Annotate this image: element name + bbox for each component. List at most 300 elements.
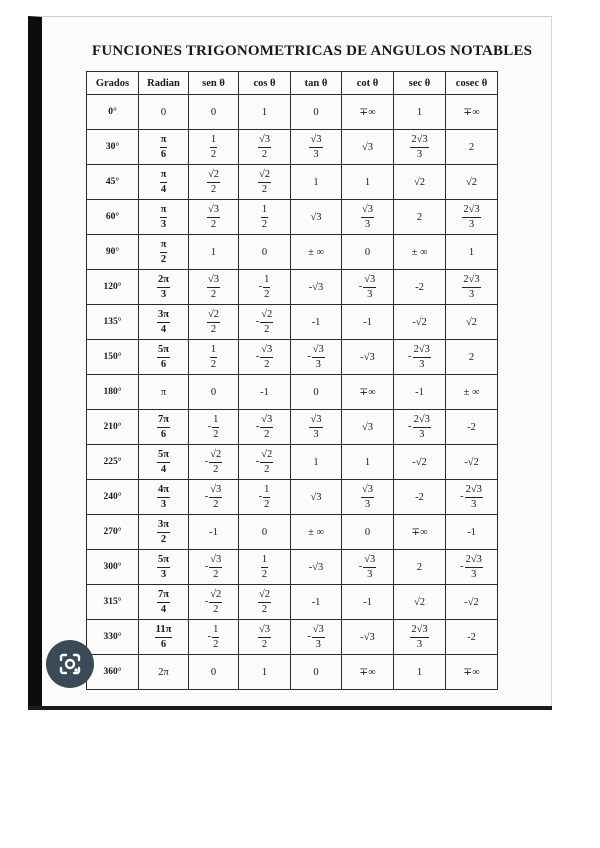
numerator: √2 [258, 169, 271, 183]
value-cell [189, 585, 239, 620]
value-cell: 0 [342, 515, 394, 550]
table-row [87, 95, 498, 130]
sign-text: - [255, 456, 260, 468]
value-cell: √3 [291, 200, 342, 235]
value-cell: -√2 [446, 445, 498, 480]
value-cell [394, 130, 446, 165]
numerator: 5π [157, 344, 170, 358]
column-header: cos θ [239, 72, 291, 95]
value-cell [446, 200, 498, 235]
denominator: 2 [213, 603, 219, 615]
degree-cell: 270° [87, 515, 139, 550]
denominator: 3 [160, 218, 167, 230]
value-cell: -1 [342, 585, 394, 620]
value-cell [189, 480, 239, 515]
value-cell: -√3 [342, 620, 394, 655]
denominator: 6 [160, 428, 167, 440]
value-cell: ± ∞ [291, 515, 342, 550]
fraction [207, 204, 220, 230]
value-cell [189, 165, 239, 200]
value-cell [239, 270, 291, 305]
numerator: 5π [157, 449, 170, 463]
value-cell: ± ∞ [446, 375, 498, 410]
sign-text: - [255, 421, 260, 433]
value-cell [394, 620, 446, 655]
numerator: 3π [157, 309, 170, 323]
fraction [413, 344, 431, 370]
numerator: √3 [207, 274, 220, 288]
denominator: 2 [261, 218, 268, 230]
value-cell [239, 130, 291, 165]
value-cell: 0 [291, 375, 342, 410]
sign-text: - [204, 561, 209, 573]
numerator: √3 [363, 274, 376, 288]
value-cell [239, 480, 291, 515]
fraction [363, 274, 376, 300]
numerator: 2√3 [465, 484, 483, 498]
fraction [210, 134, 217, 160]
value-cell [291, 620, 342, 655]
denominator: 3 [471, 498, 477, 510]
numerator: 2π [157, 274, 170, 288]
numerator: 1 [261, 554, 268, 568]
google-lens-camera-icon [57, 651, 83, 677]
denominator: 2 [213, 568, 219, 580]
numerator: √3 [361, 204, 374, 218]
value-cell: -1 [446, 515, 498, 550]
radian-cell [139, 585, 189, 620]
fraction [157, 484, 170, 510]
denominator: 2 [264, 358, 270, 370]
radian-cell [139, 410, 189, 445]
fraction [410, 624, 428, 650]
value-cell [239, 305, 291, 340]
table-body [87, 95, 498, 690]
denominator: 2 [210, 323, 217, 335]
fraction [160, 204, 168, 230]
degree-cell: 150° [87, 340, 139, 375]
fraction [309, 414, 322, 440]
value-cell: -√2 [394, 445, 446, 480]
numerator: √3 [361, 484, 374, 498]
value-cell: 0 [291, 655, 342, 690]
fraction [160, 134, 168, 160]
denominator: 4 [160, 183, 167, 195]
sign-text: - [358, 281, 363, 293]
numerator: √3 [209, 554, 222, 568]
radian-cell [139, 165, 189, 200]
fraction [207, 169, 220, 195]
sign-text: - [460, 491, 464, 503]
value-cell [239, 410, 291, 445]
value-cell: 1 [291, 445, 342, 480]
numerator: 4π [157, 484, 170, 498]
value-cell: 2 [446, 340, 498, 375]
degree-cell: 0° [87, 95, 139, 130]
numerator: 7π [157, 589, 170, 603]
fraction [209, 484, 222, 510]
sign-text: - [207, 631, 212, 643]
denominator: 3 [416, 148, 423, 160]
value-cell: 0 [239, 515, 291, 550]
denominator: 2 [213, 638, 219, 650]
numerator: √2 [207, 169, 220, 183]
fraction [462, 204, 480, 230]
value-cell: 0 [342, 235, 394, 270]
value-cell: -1 [342, 305, 394, 340]
denominator: 2 [210, 358, 217, 370]
degree-cell: 90° [87, 235, 139, 270]
fraction [361, 484, 374, 510]
value-cell: 1 [446, 235, 498, 270]
denominator: 2 [210, 148, 217, 160]
value-cell [189, 305, 239, 340]
column-header: cot θ [342, 72, 394, 95]
value-cell: √2 [394, 165, 446, 200]
numerator: √3 [312, 624, 325, 638]
value-cell: -1 [239, 375, 291, 410]
fraction [157, 344, 170, 370]
table-header-row [87, 72, 498, 95]
numerator: π [160, 204, 168, 218]
value-cell [239, 165, 291, 200]
denominator: 2 [264, 288, 270, 300]
table-row [87, 410, 498, 445]
value-cell: √2 [394, 585, 446, 620]
column-header: Radian [139, 72, 189, 95]
table-row [87, 235, 498, 270]
numerator: √3 [363, 554, 376, 568]
denominator: 3 [364, 498, 371, 510]
value-cell: ∓∞ [342, 655, 394, 690]
denominator: 4 [160, 463, 167, 475]
value-cell: 1 [342, 445, 394, 480]
value-cell: √3 [291, 480, 342, 515]
denominator: 4 [160, 603, 167, 615]
denominator: 3 [468, 288, 475, 300]
sign-text: - [358, 561, 363, 573]
value-cell: 1 [342, 165, 394, 200]
degree-cell: 360° [87, 655, 139, 690]
degree-cell: 240° [87, 480, 139, 515]
fraction [157, 519, 170, 545]
numerator: 1 [263, 484, 270, 498]
fraction [209, 589, 222, 615]
numerator: 1 [210, 134, 217, 148]
value-cell [189, 620, 239, 655]
numerator: √3 [312, 344, 325, 358]
fraction [258, 589, 271, 615]
denominator: 3 [471, 568, 477, 580]
degree-cell: 330° [87, 620, 139, 655]
fraction [361, 204, 374, 230]
fraction [157, 414, 170, 440]
fraction [212, 624, 219, 650]
denominator: 3 [313, 428, 319, 440]
value-cell: ± ∞ [291, 235, 342, 270]
numerator: √2 [258, 589, 271, 603]
column-header: tan θ [291, 72, 342, 95]
fraction [465, 554, 483, 580]
denominator: 2 [264, 463, 270, 475]
denominator: 2 [261, 603, 268, 615]
numerator: π [160, 239, 168, 253]
sign-text: - [258, 281, 263, 293]
denominator: 3 [160, 288, 167, 300]
value-cell [446, 550, 498, 585]
denominator: 6 [160, 638, 167, 650]
value-cell: -2 [446, 410, 498, 445]
sign-text: - [408, 351, 412, 363]
table-row [87, 200, 498, 235]
sign-text: - [204, 491, 209, 503]
numerator: √2 [207, 309, 220, 323]
numerator: √3 [309, 134, 322, 148]
numerator: √3 [258, 624, 271, 638]
table-row [87, 165, 498, 200]
denominator: 4 [160, 323, 167, 335]
value-cell [291, 410, 342, 445]
fraction [157, 274, 170, 300]
degree-cell: 135° [87, 305, 139, 340]
numerator: 1 [261, 204, 268, 218]
degree-cell: 120° [87, 270, 139, 305]
value-cell: ± ∞ [394, 235, 446, 270]
fraction [413, 414, 431, 440]
table-row [87, 480, 498, 515]
denominator: 2 [261, 148, 268, 160]
value-cell [239, 340, 291, 375]
fraction [260, 344, 273, 370]
sign-text: - [307, 631, 311, 643]
value-cell [189, 200, 239, 235]
value-cell: ∓∞ [342, 95, 394, 130]
radian-cell [139, 515, 189, 550]
value-cell: 1 [239, 655, 291, 690]
value-cell [189, 410, 239, 445]
value-cell [446, 270, 498, 305]
fraction [207, 274, 220, 300]
table-row [87, 305, 498, 340]
fraction [160, 239, 168, 265]
denominator: 2 [213, 428, 219, 440]
radian-cell [139, 340, 189, 375]
denominator: 2 [210, 288, 217, 300]
fraction [465, 484, 483, 510]
value-cell: -√2 [446, 585, 498, 620]
value-cell [239, 550, 291, 585]
denominator: 3 [468, 218, 475, 230]
value-cell: -1 [291, 305, 342, 340]
denominator: 2 [213, 463, 219, 475]
degree-cell: 210° [87, 410, 139, 445]
denominator: 2 [261, 568, 268, 580]
value-cell: 2 [446, 130, 498, 165]
degree-cell: 300° [87, 550, 139, 585]
numerator: 3π [157, 519, 170, 533]
fraction [309, 134, 322, 160]
value-cell [342, 480, 394, 515]
degree-cell: 45° [87, 165, 139, 200]
denominator: 2 [210, 218, 217, 230]
denominator: 3 [160, 568, 167, 580]
value-cell: ∓∞ [446, 95, 498, 130]
numerator: √3 [309, 414, 322, 428]
denominator: 3 [364, 218, 371, 230]
sign-text: - [255, 316, 260, 328]
value-cell: 1 [189, 235, 239, 270]
column-header: sen θ [189, 72, 239, 95]
denominator: 3 [313, 148, 319, 160]
denominator: 3 [367, 288, 373, 300]
sign-text: - [255, 351, 260, 363]
numerator: 1 [210, 344, 217, 358]
sign-text: - [460, 561, 464, 573]
value-cell [239, 445, 291, 480]
radian-cell [139, 130, 189, 165]
fraction [462, 274, 480, 300]
value-cell [239, 585, 291, 620]
denominator: 3 [419, 428, 425, 440]
fraction [157, 309, 170, 335]
value-cell [189, 130, 239, 165]
value-cell [394, 410, 446, 445]
table-row [87, 375, 498, 410]
denominator: 2 [160, 253, 167, 265]
radian-cell [139, 620, 189, 655]
value-cell: -1 [189, 515, 239, 550]
fraction [157, 554, 170, 580]
value-cell: 0 [189, 95, 239, 130]
numerator: √3 [209, 484, 222, 498]
radian-cell: π [139, 375, 189, 410]
table-row [87, 340, 498, 375]
table-row [87, 270, 498, 305]
numerator: 2√3 [413, 344, 431, 358]
denominator: 3 [416, 638, 423, 650]
radian-cell: 2π [139, 655, 189, 690]
denominator: 3 [315, 638, 321, 650]
lens-button[interactable] [46, 640, 94, 688]
column-header: Grados [87, 72, 139, 95]
value-cell [394, 340, 446, 375]
fraction [258, 624, 271, 650]
sign-text: - [204, 596, 209, 608]
value-cell: -1 [394, 375, 446, 410]
value-cell: √3 [342, 410, 394, 445]
numerator: √2 [209, 449, 222, 463]
trig-table [86, 71, 498, 690]
value-cell [291, 130, 342, 165]
radian-cell: 0 [139, 95, 189, 130]
numerator: π [160, 169, 168, 183]
fraction [312, 344, 325, 370]
value-cell: 1 [239, 95, 291, 130]
table-row [87, 550, 498, 585]
numerator: √2 [260, 309, 273, 323]
degree-cell: 315° [87, 585, 139, 620]
degree-cell: 225° [87, 445, 139, 480]
value-cell [342, 550, 394, 585]
column-header: sec θ [394, 72, 446, 95]
sign-text: - [408, 421, 412, 433]
value-cell [291, 340, 342, 375]
numerator: 1 [212, 414, 219, 428]
fraction [263, 484, 270, 510]
table-row [87, 130, 498, 165]
degree-cell: 60° [87, 200, 139, 235]
fraction [258, 169, 271, 195]
denominator: 2 [264, 323, 270, 335]
value-cell [189, 270, 239, 305]
numerator: 2√3 [413, 414, 431, 428]
fraction [260, 414, 273, 440]
value-cell: √3 [342, 130, 394, 165]
degree-cell: 180° [87, 375, 139, 410]
table-row [87, 445, 498, 480]
value-cell: 0 [189, 655, 239, 690]
value-cell [239, 200, 291, 235]
denominator: 3 [419, 358, 425, 370]
value-cell: 1 [394, 95, 446, 130]
numerator: 1 [212, 624, 219, 638]
fraction [261, 554, 268, 580]
denominator: 2 [264, 498, 270, 510]
value-cell [189, 340, 239, 375]
radian-cell [139, 235, 189, 270]
fraction [212, 414, 219, 440]
value-cell: -2 [446, 620, 498, 655]
value-cell: √2 [446, 165, 498, 200]
numerator: 2√3 [410, 624, 428, 638]
denominator: 2 [210, 183, 217, 195]
fraction [258, 134, 271, 160]
value-cell: ∓∞ [394, 515, 446, 550]
numerator: 2√3 [462, 204, 480, 218]
numerator: √2 [209, 589, 222, 603]
value-cell: 0 [291, 95, 342, 130]
sign-text: - [207, 421, 212, 433]
fraction [209, 449, 222, 475]
radian-cell [139, 445, 189, 480]
value-cell: 2 [394, 200, 446, 235]
table-row [87, 655, 498, 690]
radian-cell [139, 200, 189, 235]
column-header: cosec θ [446, 72, 498, 95]
degree-cell: 30° [87, 130, 139, 165]
value-cell: -1 [291, 585, 342, 620]
numerator: √2 [260, 449, 273, 463]
numerator: √3 [260, 344, 273, 358]
fraction [160, 169, 168, 195]
value-cell: 1 [291, 165, 342, 200]
numerator: 5π [157, 554, 170, 568]
fraction [410, 134, 428, 160]
denominator: 3 [160, 498, 167, 510]
fraction [209, 554, 222, 580]
denominator: 6 [160, 148, 167, 160]
value-cell: 1 [394, 655, 446, 690]
value-cell: ∓∞ [446, 655, 498, 690]
fraction [260, 449, 273, 475]
value-cell: ∓∞ [342, 375, 394, 410]
value-cell: -√3 [291, 270, 342, 305]
denominator: 3 [315, 358, 321, 370]
numerator: 2√3 [465, 554, 483, 568]
numerator: 2√3 [410, 134, 428, 148]
fraction [260, 309, 273, 335]
value-cell: -√2 [394, 305, 446, 340]
